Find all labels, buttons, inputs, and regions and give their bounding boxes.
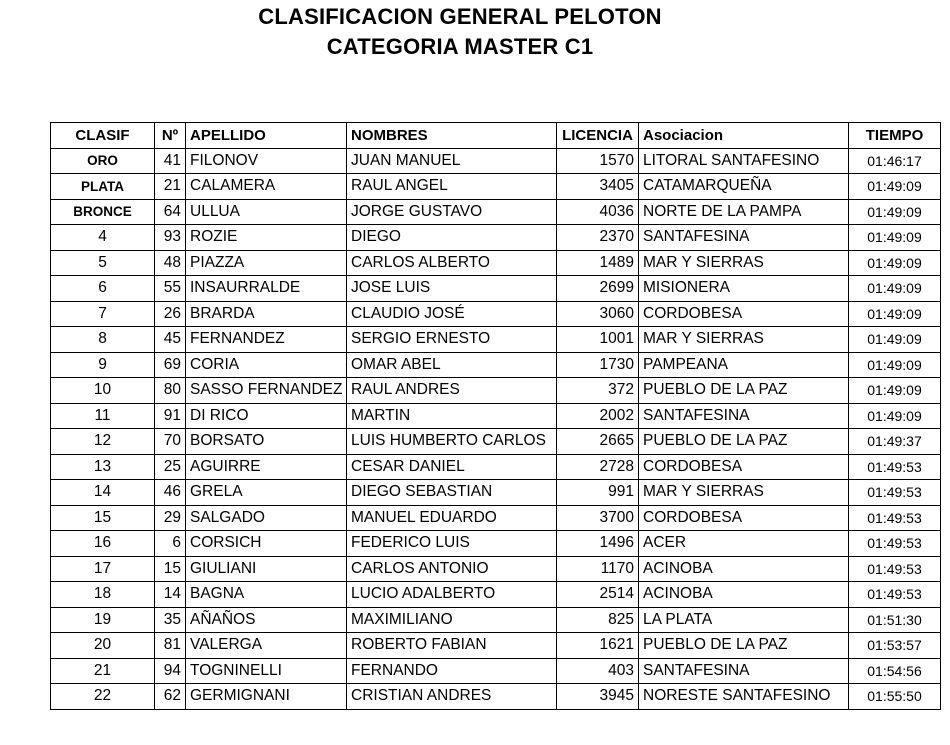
- table-row: [51, 633, 941, 659]
- cell-apellido: ULLUA: [186, 199, 347, 225]
- cell-licencia: 2002: [557, 403, 639, 429]
- cell-tiempo: 01:49:53: [849, 556, 941, 582]
- cell-clasif: 22: [51, 684, 155, 710]
- cell-asociacion: CORDOBESA: [639, 301, 849, 327]
- cell-asociacion: NORTE DE LA PAMPA: [639, 199, 849, 225]
- cell-tiempo: 01:51:30: [849, 607, 941, 633]
- cell-clasif: 6: [51, 276, 155, 302]
- cell-asociacion: MISIONERA: [639, 276, 849, 302]
- cell-nombres: RAUL ANGEL: [347, 174, 557, 200]
- header-row: [51, 123, 941, 149]
- cell-clasif: 11: [51, 403, 155, 429]
- cell-nombres: FEDERICO LUIS: [347, 531, 557, 557]
- cell-tiempo: 01:49:09: [849, 327, 941, 353]
- cell-numero: 55: [155, 276, 186, 302]
- cell-clasif: PLATA: [51, 174, 155, 200]
- cell-licencia: 1496: [557, 531, 639, 557]
- table-row: [51, 454, 941, 480]
- cell-licencia: 3405: [557, 174, 639, 200]
- cell-asociacion: PAMPEANA: [639, 352, 849, 378]
- cell-asociacion: SANTAFESINA: [639, 225, 849, 251]
- table-row: [51, 301, 941, 327]
- cell-licencia: 2370: [557, 225, 639, 251]
- cell-apellido: CALAMERA: [186, 174, 347, 200]
- results-table: [50, 122, 941, 710]
- table-row: [51, 327, 941, 353]
- cell-asociacion: PUEBLO DE LA PAZ: [639, 378, 849, 404]
- cell-clasif: 4: [51, 225, 155, 251]
- cell-asociacion: ACINOBA: [639, 582, 849, 608]
- cell-apellido: AÑAÑOS: [186, 607, 347, 633]
- cell-apellido: AGUIRRE: [186, 454, 347, 480]
- cell-clasif: 12: [51, 429, 155, 455]
- cell-licencia: 403: [557, 658, 639, 684]
- title-line-2: CATEGORIA MASTER C1: [326, 34, 594, 59]
- cell-numero: 81: [155, 633, 186, 659]
- cell-numero: 21: [155, 174, 186, 200]
- table-row: [51, 403, 941, 429]
- cell-licencia: 2514: [557, 582, 639, 608]
- table-row: [51, 531, 941, 557]
- cell-apellido: SALGADO: [186, 505, 347, 531]
- cell-clasif: 14: [51, 480, 155, 506]
- cell-asociacion: LITORAL SANTAFESINO: [639, 148, 849, 174]
- cell-nombres: MANUEL EDUARDO: [347, 505, 557, 531]
- cell-numero: 35: [155, 607, 186, 633]
- cell-numero: 15: [155, 556, 186, 582]
- table-row: [51, 658, 941, 684]
- cell-clasif: 10: [51, 378, 155, 404]
- cell-numero: 70: [155, 429, 186, 455]
- cell-tiempo: 01:49:53: [849, 480, 941, 506]
- cell-tiempo: 01:49:09: [849, 225, 941, 251]
- cell-licencia: 372: [557, 378, 639, 404]
- cell-asociacion: PUEBLO DE LA PAZ: [639, 429, 849, 455]
- cell-clasif: BRONCE: [51, 199, 155, 225]
- table-row: [51, 148, 941, 174]
- cell-licencia: 3945: [557, 684, 639, 710]
- cell-asociacion: CORDOBESA: [639, 505, 849, 531]
- cell-tiempo: 01:49:53: [849, 531, 941, 557]
- cell-nombres: LUCIO ADALBERTO: [347, 582, 557, 608]
- cell-asociacion: CORDOBESA: [639, 454, 849, 480]
- cell-clasif: 5: [51, 250, 155, 276]
- cell-tiempo: 01:49:09: [849, 378, 941, 404]
- cell-numero: 45: [155, 327, 186, 353]
- cell-nombres: ROBERTO FABIAN: [347, 633, 557, 659]
- cell-asociacion: SANTAFESINA: [639, 403, 849, 429]
- cell-clasif: 9: [51, 352, 155, 378]
- table-row: [51, 429, 941, 455]
- cell-licencia: 2728: [557, 454, 639, 480]
- cell-tiempo: 01:49:09: [849, 174, 941, 200]
- cell-clasif: 8: [51, 327, 155, 353]
- cell-licencia: 4036: [557, 199, 639, 225]
- cell-asociacion: MAR Y SIERRAS: [639, 480, 849, 506]
- cell-nombres: JOSE LUIS: [347, 276, 557, 302]
- cell-numero: 93: [155, 225, 186, 251]
- cell-clasif: 16: [51, 531, 155, 557]
- cell-apellido: BRARDA: [186, 301, 347, 327]
- cell-licencia: 991: [557, 480, 639, 506]
- cell-numero: 14: [155, 582, 186, 608]
- cell-nombres: CARLOS ALBERTO: [347, 250, 557, 276]
- header-nombres: NOMBRES: [347, 123, 557, 149]
- cell-licencia: 825: [557, 607, 639, 633]
- cell-licencia: 1001: [557, 327, 639, 353]
- cell-nombres: OMAR ABEL: [347, 352, 557, 378]
- cell-tiempo: 01:49:09: [849, 403, 941, 429]
- cell-numero: 91: [155, 403, 186, 429]
- cell-clasif: 19: [51, 607, 155, 633]
- cell-tiempo: 01:49:09: [849, 301, 941, 327]
- cell-nombres: CESAR DANIEL: [347, 454, 557, 480]
- cell-asociacion: NORESTE SANTAFESINO: [639, 684, 849, 710]
- cell-licencia: 1170: [557, 556, 639, 582]
- cell-licencia: 3060: [557, 301, 639, 327]
- cell-numero: 46: [155, 480, 186, 506]
- cell-clasif: ORO: [51, 148, 155, 174]
- cell-asociacion: ACER: [639, 531, 849, 557]
- cell-nombres: CRISTIAN ANDRES: [347, 684, 557, 710]
- cell-licencia: 1730: [557, 352, 639, 378]
- cell-numero: 6: [155, 531, 186, 557]
- table-row: [51, 378, 941, 404]
- cell-apellido: CORSICH: [186, 531, 347, 557]
- cell-apellido: BAGNA: [186, 582, 347, 608]
- cell-apellido: FERNANDEZ: [186, 327, 347, 353]
- cell-tiempo: 01:54:56: [849, 658, 941, 684]
- cell-tiempo: 01:55:50: [849, 684, 941, 710]
- cell-apellido: SASSO FERNANDEZ: [186, 378, 347, 404]
- cell-licencia: 2665: [557, 429, 639, 455]
- cell-numero: 26: [155, 301, 186, 327]
- cell-apellido: VALERGA: [186, 633, 347, 659]
- cell-numero: 64: [155, 199, 186, 225]
- cell-numero: 94: [155, 658, 186, 684]
- cell-apellido: FILONOV: [186, 148, 347, 174]
- cell-numero: 25: [155, 454, 186, 480]
- cell-nombres: MARTIN: [347, 403, 557, 429]
- cell-nombres: RAUL ANDRES: [347, 378, 557, 404]
- table-row: [51, 250, 941, 276]
- results-body: [51, 148, 941, 709]
- cell-asociacion: LA PLATA: [639, 607, 849, 633]
- cell-licencia: 1621: [557, 633, 639, 659]
- cell-apellido: DI RICO: [186, 403, 347, 429]
- cell-nombres: MAXIMILIANO: [347, 607, 557, 633]
- cell-nombres: SERGIO ERNESTO: [347, 327, 557, 353]
- cell-apellido: GIULIANI: [186, 556, 347, 582]
- cell-nombres: DIEGO: [347, 225, 557, 251]
- table-row: [51, 505, 941, 531]
- table-row: [51, 174, 941, 200]
- cell-tiempo: 01:49:53: [849, 582, 941, 608]
- cell-asociacion: SANTAFESINA: [639, 658, 849, 684]
- cell-numero: 80: [155, 378, 186, 404]
- cell-tiempo: 01:49:37: [849, 429, 941, 455]
- cell-nombres: CLAUDIO JOSÉ: [347, 301, 557, 327]
- header-tiempo: TIEMPO: [849, 123, 941, 149]
- table-row: [51, 684, 941, 710]
- table-row: [51, 480, 941, 506]
- cell-nombres: CARLOS ANTONIO: [347, 556, 557, 582]
- cell-tiempo: 01:49:09: [849, 276, 941, 302]
- cell-nombres: JUAN MANUEL: [347, 148, 557, 174]
- cell-nombres: DIEGO SEBASTIAN: [347, 480, 557, 506]
- cell-clasif: 17: [51, 556, 155, 582]
- cell-clasif: 15: [51, 505, 155, 531]
- cell-licencia: 1489: [557, 250, 639, 276]
- cell-nombres: LUIS HUMBERTO CARLOS: [347, 429, 557, 455]
- cell-tiempo: 01:49:53: [849, 454, 941, 480]
- cell-tiempo: 01:53:57: [849, 633, 941, 659]
- cell-tiempo: 01:49:09: [849, 199, 941, 225]
- cell-licencia: 1570: [557, 148, 639, 174]
- table-row: [51, 276, 941, 302]
- header-clasif: CLASIF: [51, 123, 155, 149]
- cell-asociacion: ACINOBA: [639, 556, 849, 582]
- cell-clasif: 20: [51, 633, 155, 659]
- cell-apellido: GERMIGNANI: [186, 684, 347, 710]
- cell-apellido: PIAZZA: [186, 250, 347, 276]
- cell-apellido: BORSATO: [186, 429, 347, 455]
- cell-asociacion: MAR Y SIERRAS: [639, 327, 849, 353]
- cell-nombres: JORGE GUSTAVO: [347, 199, 557, 225]
- cell-licencia: 2699: [557, 276, 639, 302]
- table-row: [51, 607, 941, 633]
- cell-clasif: 13: [51, 454, 155, 480]
- cell-asociacion: PUEBLO DE LA PAZ: [639, 633, 849, 659]
- cell-tiempo: 01:49:53: [849, 505, 941, 531]
- cell-numero: 48: [155, 250, 186, 276]
- cell-nombres: FERNANDO: [347, 658, 557, 684]
- cell-apellido: CORIA: [186, 352, 347, 378]
- header-numero: Nº: [155, 123, 186, 149]
- document-title: [0, 2, 920, 62]
- cell-numero: 41: [155, 148, 186, 174]
- cell-apellido: INSAURRALDE: [186, 276, 347, 302]
- cell-clasif: 7: [51, 301, 155, 327]
- cell-licencia: 3700: [557, 505, 639, 531]
- cell-numero: 62: [155, 684, 186, 710]
- table-row: [51, 225, 941, 251]
- cell-numero: 29: [155, 505, 186, 531]
- table-row: [51, 352, 941, 378]
- cell-apellido: TOGNINELLI: [186, 658, 347, 684]
- header-apellido: APELLIDO: [186, 123, 347, 149]
- cell-tiempo: 01:49:09: [849, 352, 941, 378]
- title-line-1: CLASIFICACION GENERAL PELOTON: [258, 4, 662, 29]
- cell-apellido: ROZIE: [186, 225, 347, 251]
- cell-tiempo: 01:46:17: [849, 148, 941, 174]
- cell-clasif: 18: [51, 582, 155, 608]
- table-row: [51, 556, 941, 582]
- cell-tiempo: 01:49:09: [849, 250, 941, 276]
- table-row: [51, 199, 941, 225]
- header-asociacion: Asociacion: [639, 123, 849, 149]
- cell-clasif: 21: [51, 658, 155, 684]
- cell-numero: 69: [155, 352, 186, 378]
- header-licencia: LICENCIA: [557, 123, 639, 149]
- cell-apellido: GRELA: [186, 480, 347, 506]
- cell-asociacion: MAR Y SIERRAS: [639, 250, 849, 276]
- cell-asociacion: CATAMARQUEÑA: [639, 174, 849, 200]
- table-row: [51, 582, 941, 608]
